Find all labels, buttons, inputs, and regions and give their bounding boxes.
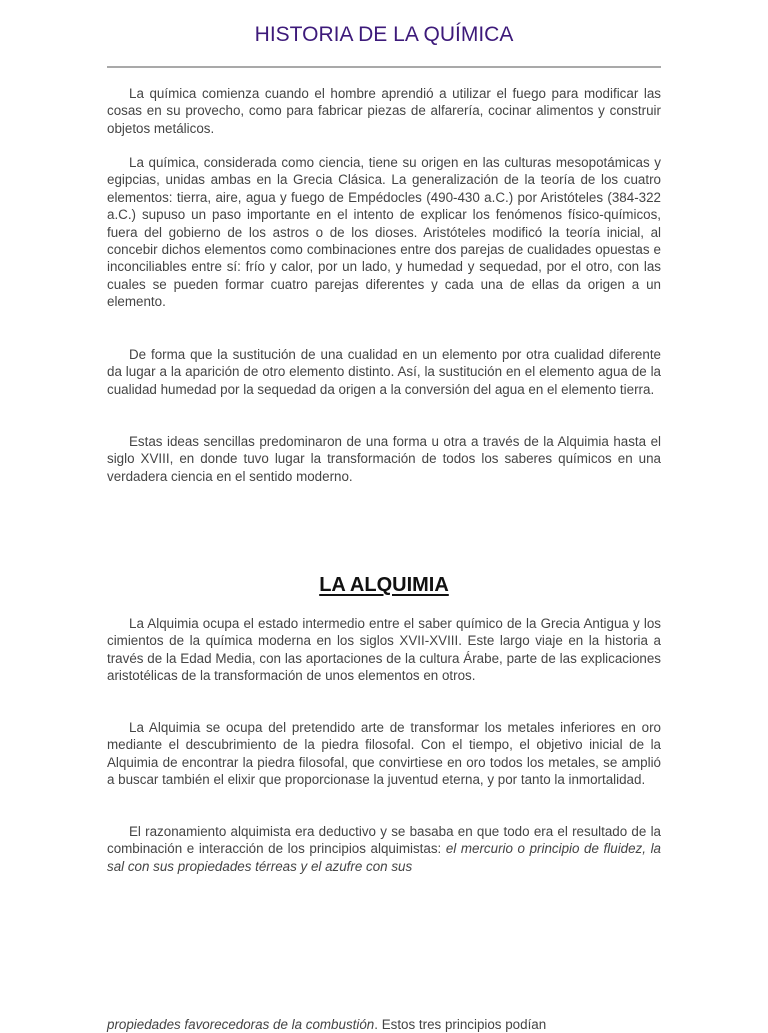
reasoning-text: El razonamiento alquimista era deductivo y se basaba en que todo era el resultado de la combinación e interacción de los principios alquimistas: — [107, 824, 661, 857]
intro-paragraph-4: Estas ideas sencillas predominaron de una forma u otra a través de la Alquimia hasta el siglo XVIII, en donde tuvo lugar la transformación de todos los saberes químicos en una verdadera ciencia en el sentido moderno. — [107, 434, 661, 484]
reasoning-italic-text: el mercurio o principio de fluidez, la sal con sus propiedades térreas y el azufre con sus — [107, 841, 661, 874]
next-page-text: . Estos tres principios podían — [374, 1017, 547, 1032]
intro-paragraph-3: De forma que la sustitución de una cualidad en un elemento por otra cualidad diferente da lugar a la aparición de otro elemento distinto. Así, la sustitución en el elemento agua de la cualidad humedad por la sequedad da origen a la conversión del agua en el elemento tierra. — [107, 347, 661, 397]
alquimia-paragraph-2: La Alquimia se ocupa del pretendido arte de transformar los metales inferiores en oro mediante el descubrimiento de la piedra filosofal. Con el tiempo, el objetivo inicial de la Alquimia de encontrar la piedra filosofal, que convirtiese en oro todos los metales, se amplió a buscar también el elixir que proporcionase la juventud eterna, y por tanto la inmortalidad. — [107, 720, 661, 788]
page-title: HISTORIA DE LA QUÍMICA — [254, 23, 514, 46]
section-heading-text: LA ALQUIMIA — [319, 574, 449, 596]
next-page-italic-text: propiedades favorecedoras de la combustión — [107, 1017, 375, 1032]
alquimia-paragraph-1: La Alquimia ocupa el estado intermedio entre el saber químico de la Grecia Antigua y los cimientos de la química moderna en los siglos XVII-XVIII. Este largo viaje en la historia a través de la Edad Media, con las aportaciones de la cultura Árabe, parte de las explicaciones aristotélicas de la transformación de unos elementos en otros. — [107, 616, 661, 684]
next-page-clip — [0, 1012, 768, 1032]
title-divider — [107, 66, 661, 68]
reasoning-paragraph — [107, 823, 661, 875]
intro-paragraph-2: La química, considerada como ciencia, tiene su origen en las culturas mesopotámicas y egipcias, unidas ambas en la Grecia Clásica. La generalización de la teoría de los cuatro elementos: tierra, aire, agua y fuego de Empédocles (490-430 a.C.) por Aristóteles (384-322 a.C.) supuso un paso importante en el intento de explicar los fenómenos físico-químicos, fuera del gobierno de los astros o de los dioses. Aristóteles modificó la teoría inicial, al concebir dichos elementos como combinaciones entre dos parejas de cualidades opuestas e inconciliables entre sí: frío y calor, por un lado, y humedad y sequedad, por el otro, con las cuales se pueden formar cuatro parejas diferentes y cada una de ellas da origen a un elemento. — [107, 155, 661, 310]
intro-paragraph-1: La química comienza cuando el hombre aprendió a utilizar el fuego para modificar las cosas en su provecho, como para fabricar piezas de alfarería, cocinar alimentos y construir objetos metálicos. — [107, 86, 661, 136]
section-heading — [0, 572, 768, 598]
next-page-fragment — [107, 1016, 661, 1033]
